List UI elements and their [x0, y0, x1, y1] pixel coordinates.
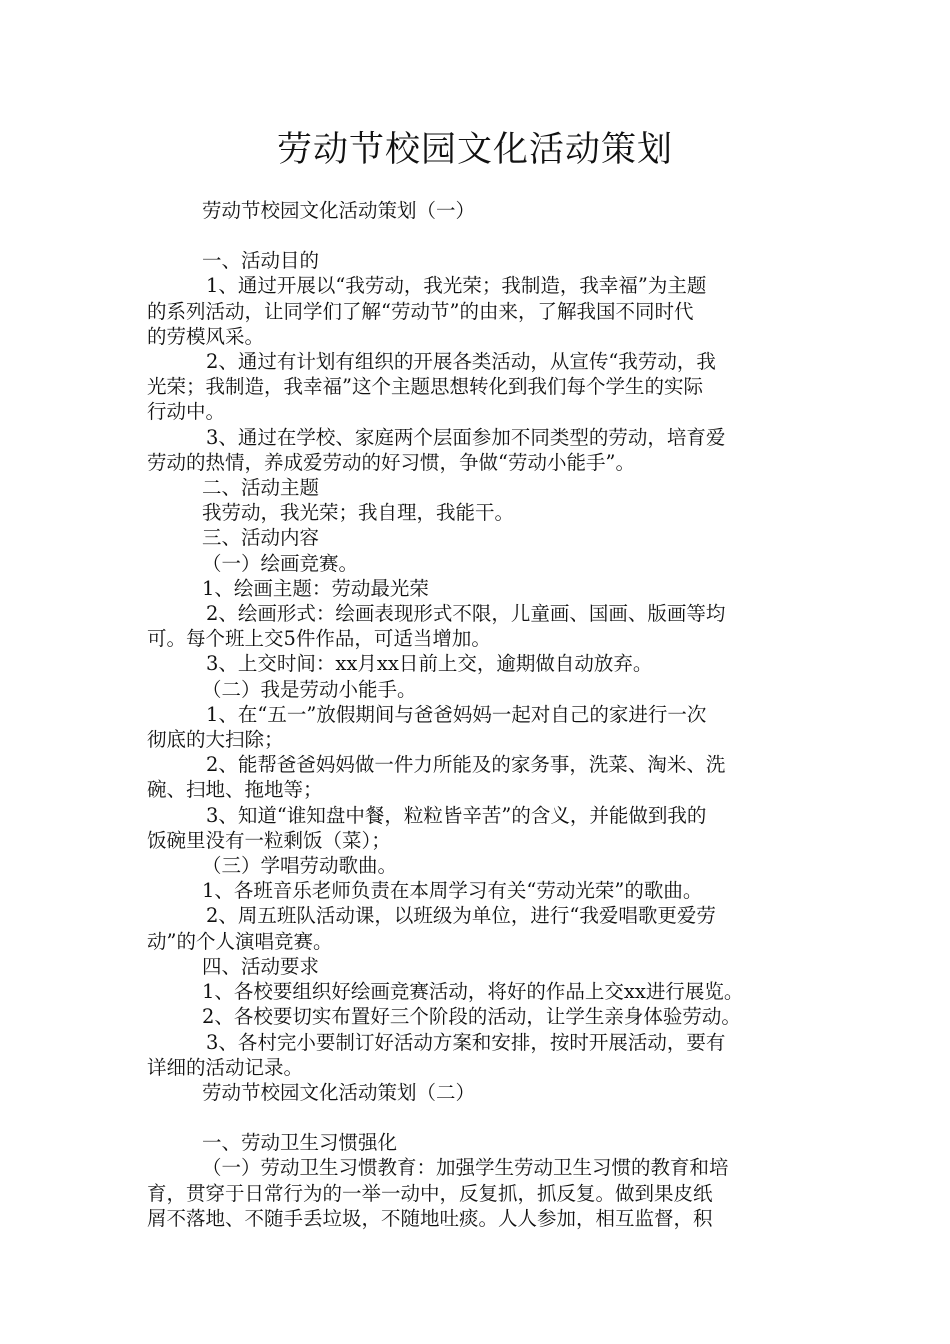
- blank-line: [147, 223, 807, 248]
- paragraph-line: 育，贯穿于日常行为的一举一动中，反复抓，抓反复。做到果皮纸: [147, 1181, 713, 1205]
- paragraph-line: 2、绘画形式：绘画表现形式不限，儿童画、国画、版画等均: [206, 602, 726, 626]
- blank-line: [147, 1105, 807, 1130]
- paragraph-line: 动”的个人演唱竞赛。: [147, 929, 333, 953]
- paragraph-line: 详细的活动记录。: [147, 1055, 304, 1079]
- paragraph-line: 劳动的热情，养成爱劳动的好习惯，争做“劳动小能手”。: [147, 450, 635, 474]
- paragraph-line: （三）学唱劳动歌曲。: [202, 854, 398, 878]
- document-title: 劳动节校园文化活动策划: [276, 130, 673, 170]
- paragraph-line: （一）劳动卫生习惯教育：加强学生劳动卫生习惯的教育和培: [202, 1156, 729, 1180]
- paragraph-line: （二）我是劳动小能手。: [202, 677, 417, 701]
- paragraph-line: 3、知道“谁知盘中餐，粒粒皆辛苦”的含义，并能做到我的: [206, 803, 707, 827]
- paragraph-line: 3、上交时间：xx月xx日前上交，逾期做自动放弃。: [206, 652, 653, 676]
- paragraph-line: 劳动节校园文化活动策划（二）: [202, 1080, 476, 1104]
- paragraph-line: 2、周五班队活动课，以班级为单位，进行“我爱唱歌更爱劳: [206, 904, 716, 928]
- paragraph-line: 1、各班音乐老师负责在本周学习有关“劳动光荣”的歌曲。: [202, 879, 703, 903]
- paragraph-line: 的系列活动，让同学们了解“劳动节”的由来，了解我国不同时代: [147, 299, 694, 323]
- paragraph-line: 的劳模风采。: [147, 324, 265, 348]
- paragraph-line: 光荣；我制造，我幸福”这个主题思想转化到我们每个学生的实际: [147, 375, 703, 399]
- paragraph-line: 三、活动内容: [202, 526, 320, 550]
- paragraph-line: （一）绘画竞赛。: [202, 551, 359, 575]
- paragraph-line: 碗、扫地、拖地等；: [147, 778, 323, 802]
- document-body: [147, 198, 807, 1231]
- paragraph-line: 3、各村完小要制订好活动方案和安排，按时开展活动，要有: [206, 1030, 726, 1054]
- paragraph-line: 2、各校要切实布置好三个阶段的活动，让学生亲身体验劳动。: [202, 1005, 741, 1029]
- paragraph-line: 一、活动目的: [202, 249, 320, 273]
- paragraph-line: 行动中。: [147, 400, 226, 424]
- paragraph-line: 一、劳动卫生习惯强化: [202, 1131, 398, 1155]
- paragraph-line: 屑不落地、不随手丢垃圾，不随地吐痰。人人参加，相互监督，积: [147, 1206, 713, 1230]
- paragraph-line: 可。每个班上交5件作品，可适当增加。: [147, 627, 491, 651]
- paragraph-line: 四、活动要求: [202, 954, 320, 978]
- paragraph-line: 我劳动，我光荣；我自理，我能干。: [202, 501, 515, 525]
- paragraph-line: 2、通过有计划有组织的开展各类活动，从宣传“我劳动，我: [206, 350, 716, 374]
- paragraph-line: 3、通过在学校、家庭两个层面参加不同类型的劳动，培育爱: [206, 425, 726, 449]
- paragraph-line: 劳动节校园文化活动策划（一）: [202, 199, 476, 222]
- paragraph-line: 1、在“五一”放假期间与爸爸妈妈一起对自己的家进行一次: [206, 702, 707, 726]
- paragraph-line: 1、通过开展以“我劳动，我光荣；我制造，我幸福”为主题: [206, 274, 707, 298]
- paragraph-line: 彻底的大扫除；: [147, 728, 284, 752]
- paragraph-line: 1、各校要组织好绘画竞赛活动，将好的作品上交xx进行展览。: [202, 980, 744, 1004]
- paragraph-line: 二、活动主题: [202, 476, 320, 500]
- paragraph-line: 2、能帮爸爸妈妈做一件力所能及的家务事，洗菜、淘米、洗: [206, 753, 726, 777]
- paragraph-line: 饭碗里没有一粒剩饭（菜）；: [147, 828, 391, 852]
- paragraph-line: 1、绘画主题：劳动最光荣: [202, 576, 429, 600]
